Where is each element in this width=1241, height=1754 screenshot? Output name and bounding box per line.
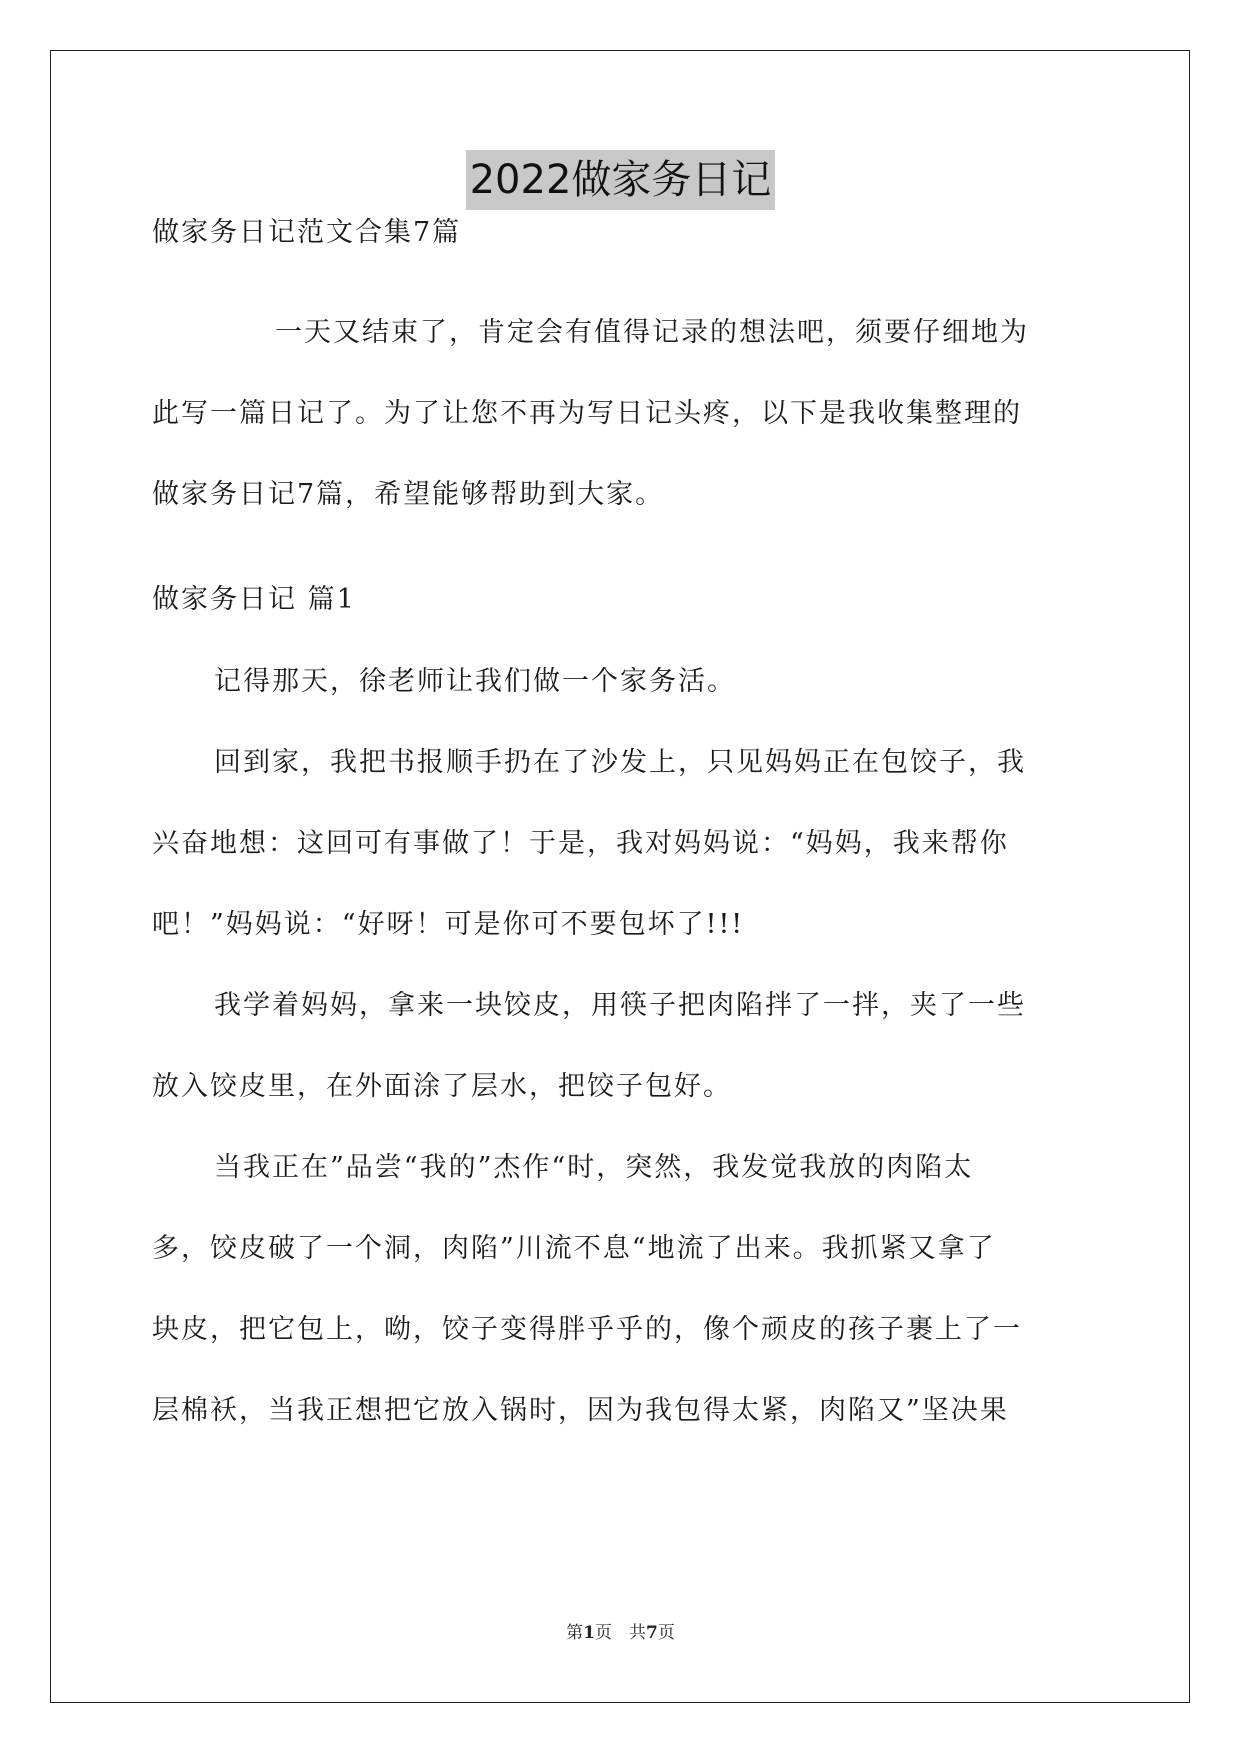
diary-body [152, 641, 1092, 1451]
body-line: 放入饺皮里，在外面涂了层水，把饺子包好。 [152, 1071, 732, 1102]
body-line: 层棉袄，当我正想把它放入锅时，因为我包得太紧，肉陷又”坚决果 [152, 1395, 1009, 1426]
document-subtitle: 做家务日记范文合集7篇 [152, 217, 462, 248]
intro-line: 做家务日记7篇，希望能够帮助到大家。 [152, 479, 665, 510]
body-line: 回到家，我把书报顺手扔在了沙发上，只见妈妈正在包饺子，我 [214, 747, 1026, 778]
page-mid: 页 共 [595, 1623, 646, 1643]
document-title-text: 2022做家务日记 [466, 150, 776, 210]
body-line: 块皮，把它包上，呦，饺子变得胖乎乎的，像个顽皮的孩子裹上了一 [152, 1314, 1022, 1345]
section-heading: 做家务日记 篇1 [152, 584, 356, 615]
section-heading-block [152, 559, 1092, 640]
body-line: 多，饺皮破了一个洞，肉陷”川流不息“地流了出来。我抓紧又拿了 [152, 1233, 996, 1264]
page-suffix: 页 [657, 1623, 675, 1643]
intro-line: 此写一篇日记了。为了让您不再为写日记头疼，以下是我收集整理的 [152, 398, 1022, 429]
body-line: 我学着妈妈，拿来一块饺皮，用筷子把肉陷拌了一拌，夹了一些 [214, 990, 1026, 1021]
page-prefix: 第 [566, 1623, 584, 1643]
page-total: 7 [646, 1623, 658, 1643]
body-line: 吧！”妈妈说：“好呀！可是你可不要包坏了!!! [152, 909, 745, 940]
page-footer [0, 1618, 1241, 1643]
intro-paragraph [152, 292, 1092, 535]
body-line: 兴奋地想：这回可有事做了！于是，我对妈妈说：“妈妈，我来帮你 [152, 828, 1009, 859]
page-current: 1 [583, 1623, 595, 1643]
body-line: 当我正在”品尝“我的”杰作“时，突然，我发觉我放的肉陷太 [214, 1152, 974, 1183]
body-line: 记得那天，徐老师让我们做一个家务活。 [214, 666, 736, 697]
subtitle-block [152, 192, 1092, 273]
intro-line: 一天又结束了，肯定会有值得记录的想法吧，须要仔细地为 [275, 317, 1029, 348]
